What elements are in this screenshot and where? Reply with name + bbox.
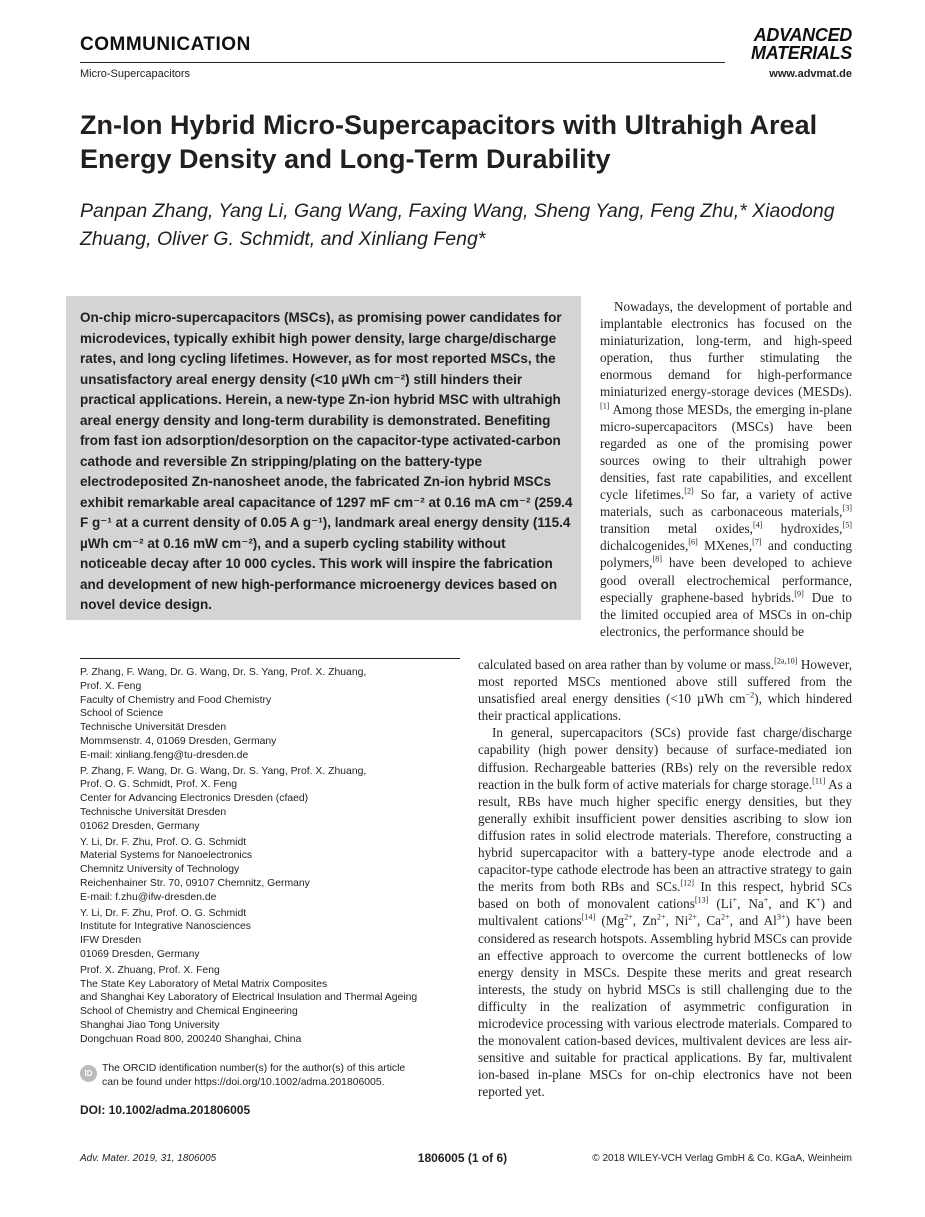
body-paragraph: calculated based on area rather than by volume or mass.[2a,10] However, most reported MSCs mentioned above still suffered from the unsatisfied areal energy densities (<10 µWh $cm^{-2}$), which hindered their practical applications. (478, 656, 852, 724)
journal-logo-line2: MATERIALS (751, 43, 852, 63)
affiliation-line: P. Zhang, F. Wang, Dr. G. Wang, Dr. S. Yang, Prof. X. Zhuang, (80, 765, 367, 777)
affiliation-block (80, 836, 470, 905)
affiliation-line: 01062 Dresden, Germany (80, 820, 200, 832)
affiliation-email[interactable]: E-mail: xinliang.feng@tu-dresden.de (80, 749, 249, 761)
section-label: COMMUNICATION (80, 34, 251, 55)
subsection-label: Micro-Supercapacitors (80, 68, 191, 80)
body-paragraph: In general, supercapacitors (SCs) provide fast charge/discharge capability (high power density) because of surface-mediated ion diffusion. Rechargeable batteries (RBs) rely on the reversible redox reaction in the bulk form of active materials for charge storage.[11] As a result, RBs have much higher specific energy densities, but they generally exhibit insufficient power densities ascribing to slow ion diffusion rates in solid electrode materials. Therefore, constructing a hybrid supercapacitor with a battery-type anode electrode and a capacitor-type cathode electrode has been an attractive strategy to gain the merits from both RBs and SCs.[12] In this respect, hybrid SCs based on both of monovalent cations[13] (Li+, Na+, and K+) and multivalent cations[14] ($Mg^{2+}$, $Zn^{2+}$, $Ni^{2+}$, $Ca^{2+}$, and $Al^{3+}$) have been considered as research hotspots. Assembling hybrid MSCs can provide an effective approach to overcome the current bottlenecks of low energy density in MSCs. Despite these merits and great research interests, the study on hybrid MSCs is still challenging due to the difficulty in the realization of asymmetric configuration in microdevice processing with various electrode materials. Compared to the monovalent cation-based devices, multivalent devices are less air-sensitive and suitable for practical applications. By far, multivalent ion-based in-plane MSCs for on-chip electronics have not been reported yet. (478, 725, 853, 1100)
affiliation-block (80, 907, 470, 962)
article-title: Zn-Ion Hybrid Micro-Supercapacitors with Ultrahigh Areal Energy Density and Long-Term Durability (80, 110, 818, 174)
author-list: Panpan Zhang, Yang Li, Gang Wang, Faxing Wang, Sheng Yang, Feng Zhu,* Xiaodong Zhuang, Oliver G. Schmidt, and Xinliang Feng* (80, 200, 835, 250)
affiliation-line: Technische Universität Dresden (80, 722, 227, 734)
body-column-right-top (600, 298, 852, 640)
affiliation-line: Y. Li, Dr. F. Zhu, Prof. O. G. Schmidt (80, 836, 247, 848)
footer-citation: Adv. Mater. 2019, 31, 1806005 (80, 1153, 217, 1164)
affiliation-line: Prof. X. Feng (80, 680, 142, 692)
affiliation-line: Prof. O. G. Schmidt, Prof. X. Feng (80, 779, 238, 791)
affiliation-line: Faculty of Chemistry and Food Chemistry (80, 694, 272, 706)
orcid-icon[interactable]: ID (80, 1065, 97, 1082)
affiliation-line: Center for Advancing Electronics Dresden (cfaed) (80, 793, 309, 805)
affiliation-line: Institute for Integrative Nanosciences (80, 921, 251, 933)
affiliation-line: Prof. X. Zhuang, Prof. X. Feng (80, 964, 220, 976)
affiliation-line: Material Systems for Nanoelectronics (80, 850, 253, 862)
affiliation-line: Shanghai Jiao Tong University (80, 1019, 220, 1031)
affiliation-email[interactable]: E-mail: f.zhu@ifw-dresden.de (80, 891, 217, 903)
affiliation-line: and Shanghai Key Laboratory of Electrical Insulation and Thermal Ageing (80, 992, 418, 1004)
journal-logo-line1: ADVANCED (753, 25, 852, 45)
affiliation-line: P. Zhang, F. Wang, Dr. G. Wang, Dr. S. Yang, Prof. X. Zhuang, (80, 667, 367, 678)
affiliation-line: School of Science (80, 708, 164, 720)
footer-copyright: © 2018 WILEY-VCH Verlag GmbH & Co. KGaA, Weinheim (592, 1153, 852, 1164)
affiliation-line: Reichenhainer Str. 70, 09107 Chemnitz, Germany (80, 877, 310, 889)
affiliation-line: The State Key Laboratory of Metal Matrix Composites (80, 978, 328, 990)
doi-label[interactable]: DOI: 10.1002/adma.201806005 (80, 1103, 251, 1117)
journal-url[interactable]: www.advmat.de (769, 68, 852, 80)
affiliation-list (80, 666, 470, 1049)
abstract-text: On-chip micro-supercapacitors (MSCs), as promising power candidates for microdevices, typically exhibit high power density, large charge/discharge rates, and long cycling lifetimes. However, as for most reported MSCs, the unsatisfactory areal energy density (<10 µWh cm⁻²) still hinders their practical applications. Herein, a new-type Zn-ion hybrid MSC with ultrahigh areal energy density and long-term durability is demonstrated. Benefiting from fast ion adsorption/desorption on the capacitor-type activated-carbon cathode and reversible Zn stripping/plating on the battery-type electrodeposited Zn-nanosheet anode, the fabricated Zn-ion hybrid MSCs exhibit remarkable areal capacitance of 1297 mF cm⁻² at 0.16 mA cm⁻² (259.4 F g⁻¹ at a current density of 0.05 A g⁻¹), landmark areal energy density (115.4 µWh cm⁻² at 0.16 mW cm⁻²), and a superb cycling stability without noticeable decay after 10 000 cycles. This work will inspire the fabrication and development of new high-performance microenergy devices based on novel device design. (80, 310, 573, 612)
orcid-line: The ORCID identification number(s) for the author(s) of this article (102, 1063, 406, 1074)
affiliation-rule (80, 658, 460, 659)
affiliation-line: Y. Li, Dr. F. Zhu, Prof. O. G. Schmidt (80, 907, 247, 919)
affiliation-line: School of Chemistry and Chemical Engineering (80, 1006, 298, 1018)
affiliation-block (80, 964, 470, 1047)
header-rule (80, 62, 725, 63)
footer-page-number: 1806005 (1 of 6) (417, 1151, 508, 1165)
affiliation-line: Technische Universität Dresden (80, 806, 227, 818)
affiliation-line: 01069 Dresden, Germany (80, 948, 200, 960)
affiliation-line: Mommsenstr. 4, 01069 Dresden, Germany (80, 735, 277, 747)
affiliation-line: IFW Dresden (80, 935, 142, 947)
affiliation-line: Dongchuan Road 800, 200240 Shanghai, China (80, 1033, 302, 1045)
orcid-line[interactable]: can be found under https://doi.org/10.1002/adma.201806005. (102, 1076, 385, 1088)
affiliation-block (80, 666, 470, 763)
affiliation-block (80, 765, 470, 834)
orcid-text (102, 1062, 472, 1090)
affiliation-line: Chemnitz University of Technology (80, 864, 240, 876)
body-paragraph: Nowadays, the development of portable and implantable electronics has focused on the miniaturization, long-term, and high-speed operation, thus further stimulating the enormous demand for high-performance miniaturized energy-storage devices (MESDs).[1] Among those MESDs, the emerging in-plane micro-supercapacitors (MSCs) have been regarded as one of the promising power sources owing to their ultrahigh power densities, fast rate capabilities, and excellent cycle lifetimes.[2] So far, a variety of active materials, such as carbonaceous materials,[3] transition metal oxides,[4] hydroxides,[5] dichalcogenides,[6] MXenes,[7] and conducting polymers,[8] have been developed to achieve good overall electrochemical performance, especially graphene-based hybrids.[9] Due to the limited occupied area of MSCs in on-chip electronics, the performance should be (600, 299, 853, 639)
body-column-right-bottom (478, 656, 852, 1100)
